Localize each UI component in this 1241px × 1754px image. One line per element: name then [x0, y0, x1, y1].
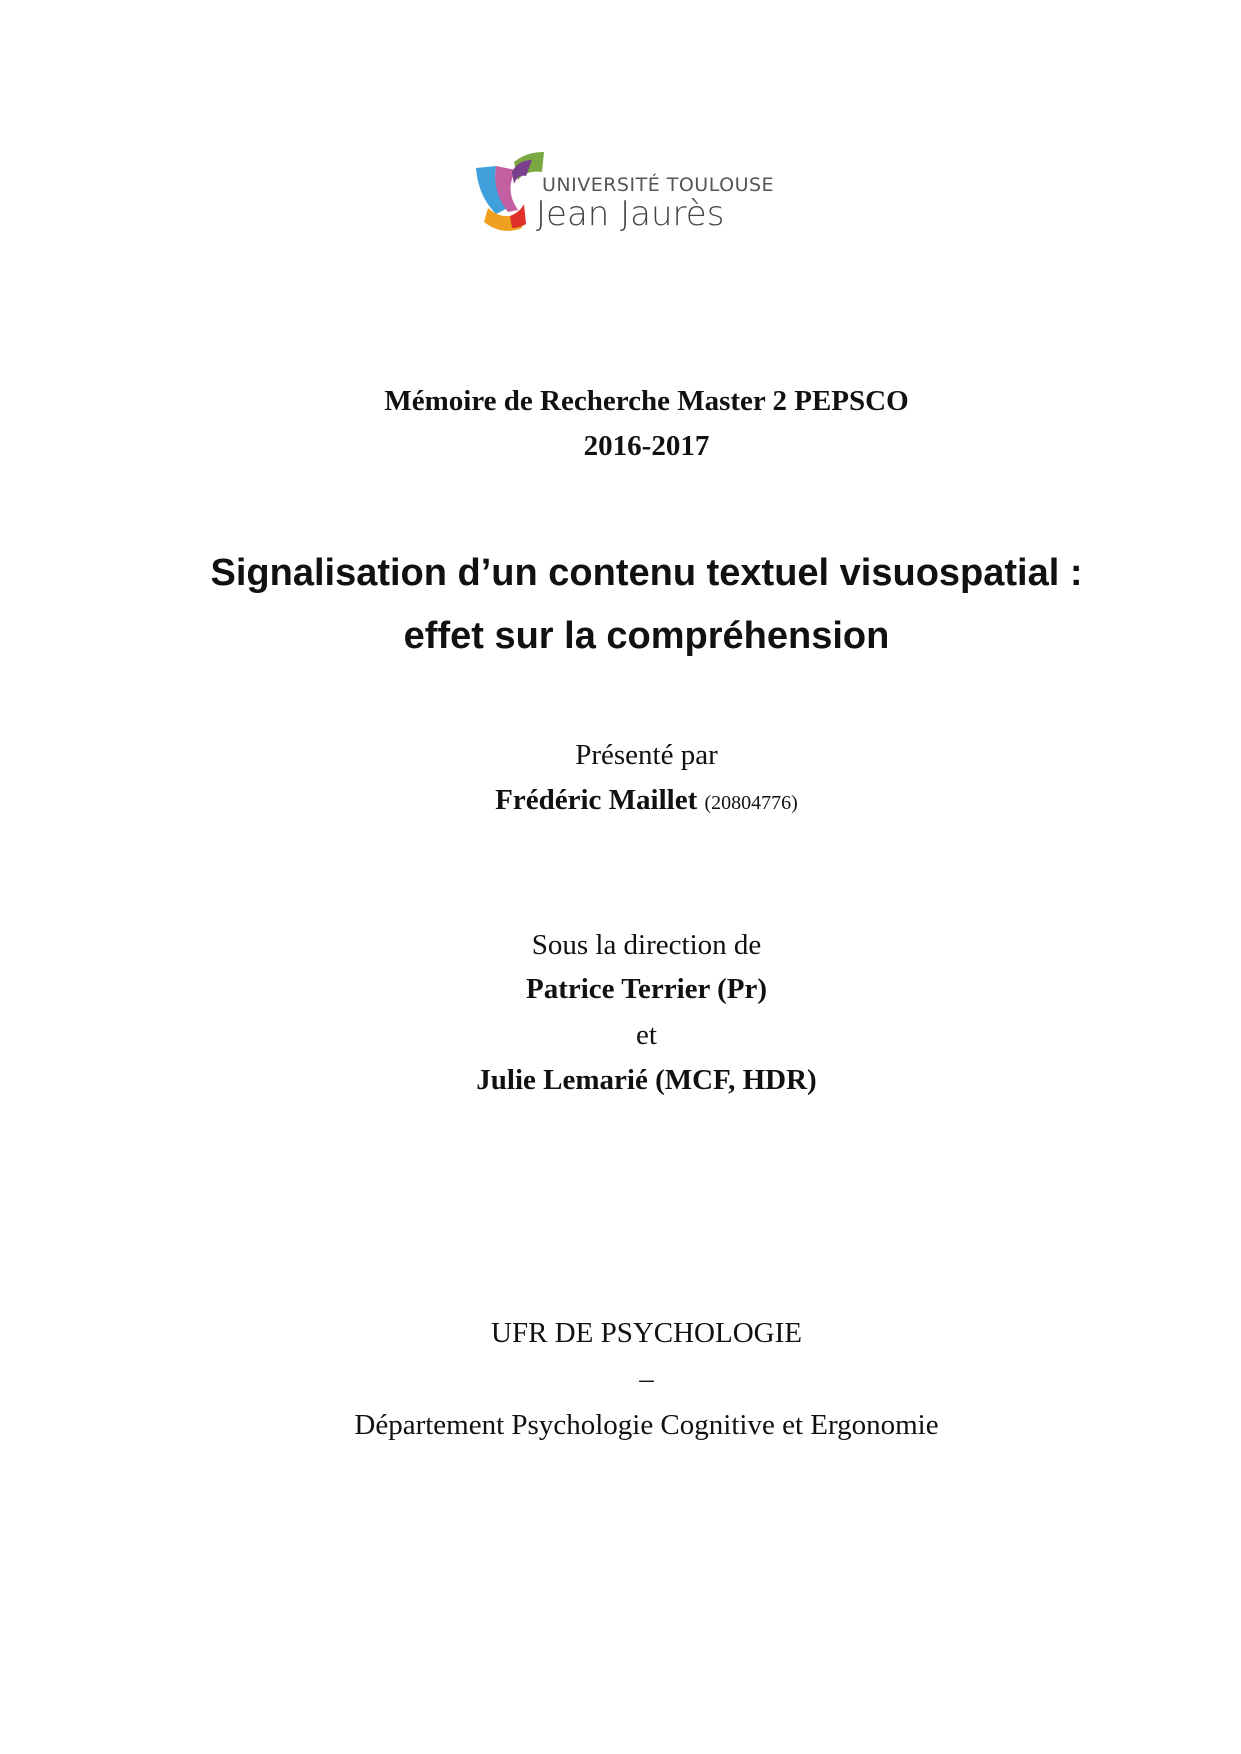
student-id: (20804776): [704, 792, 798, 814]
thesis-title-line-1: Signalisation d’un contenu textuel visuospatial :: [210, 552, 1083, 594]
supervision-label: Sous la direction de: [531, 929, 762, 961]
author-line: [26, 786, 1241, 815]
supervisor-2: Julie Lemarié (MCF, HDR): [476, 1064, 817, 1096]
degree-heading: Mémoire de Recherche Master 2 PEPSCO: [384, 385, 909, 417]
supervisor-1: Patrice Terrier (Pr): [526, 973, 767, 1005]
ufr-name: UFR DE PSYCHOLOGIE: [491, 1317, 802, 1349]
department-name: Département Psychologie Cognitive et Ergonomie: [354, 1409, 939, 1441]
institution-separator: –: [639, 1363, 654, 1395]
logo-text-university: UNIVERSITÉ TOULOUSE: [542, 174, 775, 196]
presented-by-label: Présenté par: [575, 739, 718, 771]
university-logo: [474, 150, 804, 234]
supervision-conjunction: et: [636, 1019, 657, 1051]
thesis-title-line-2: effet sur la compréhension: [403, 615, 890, 657]
author-name: Frédéric Maillet: [495, 784, 698, 816]
logo-emblem-icon: [474, 150, 544, 234]
academic-year: 2016-2017: [583, 430, 710, 462]
logo-text-name: Jean Jaurès: [536, 194, 725, 234]
